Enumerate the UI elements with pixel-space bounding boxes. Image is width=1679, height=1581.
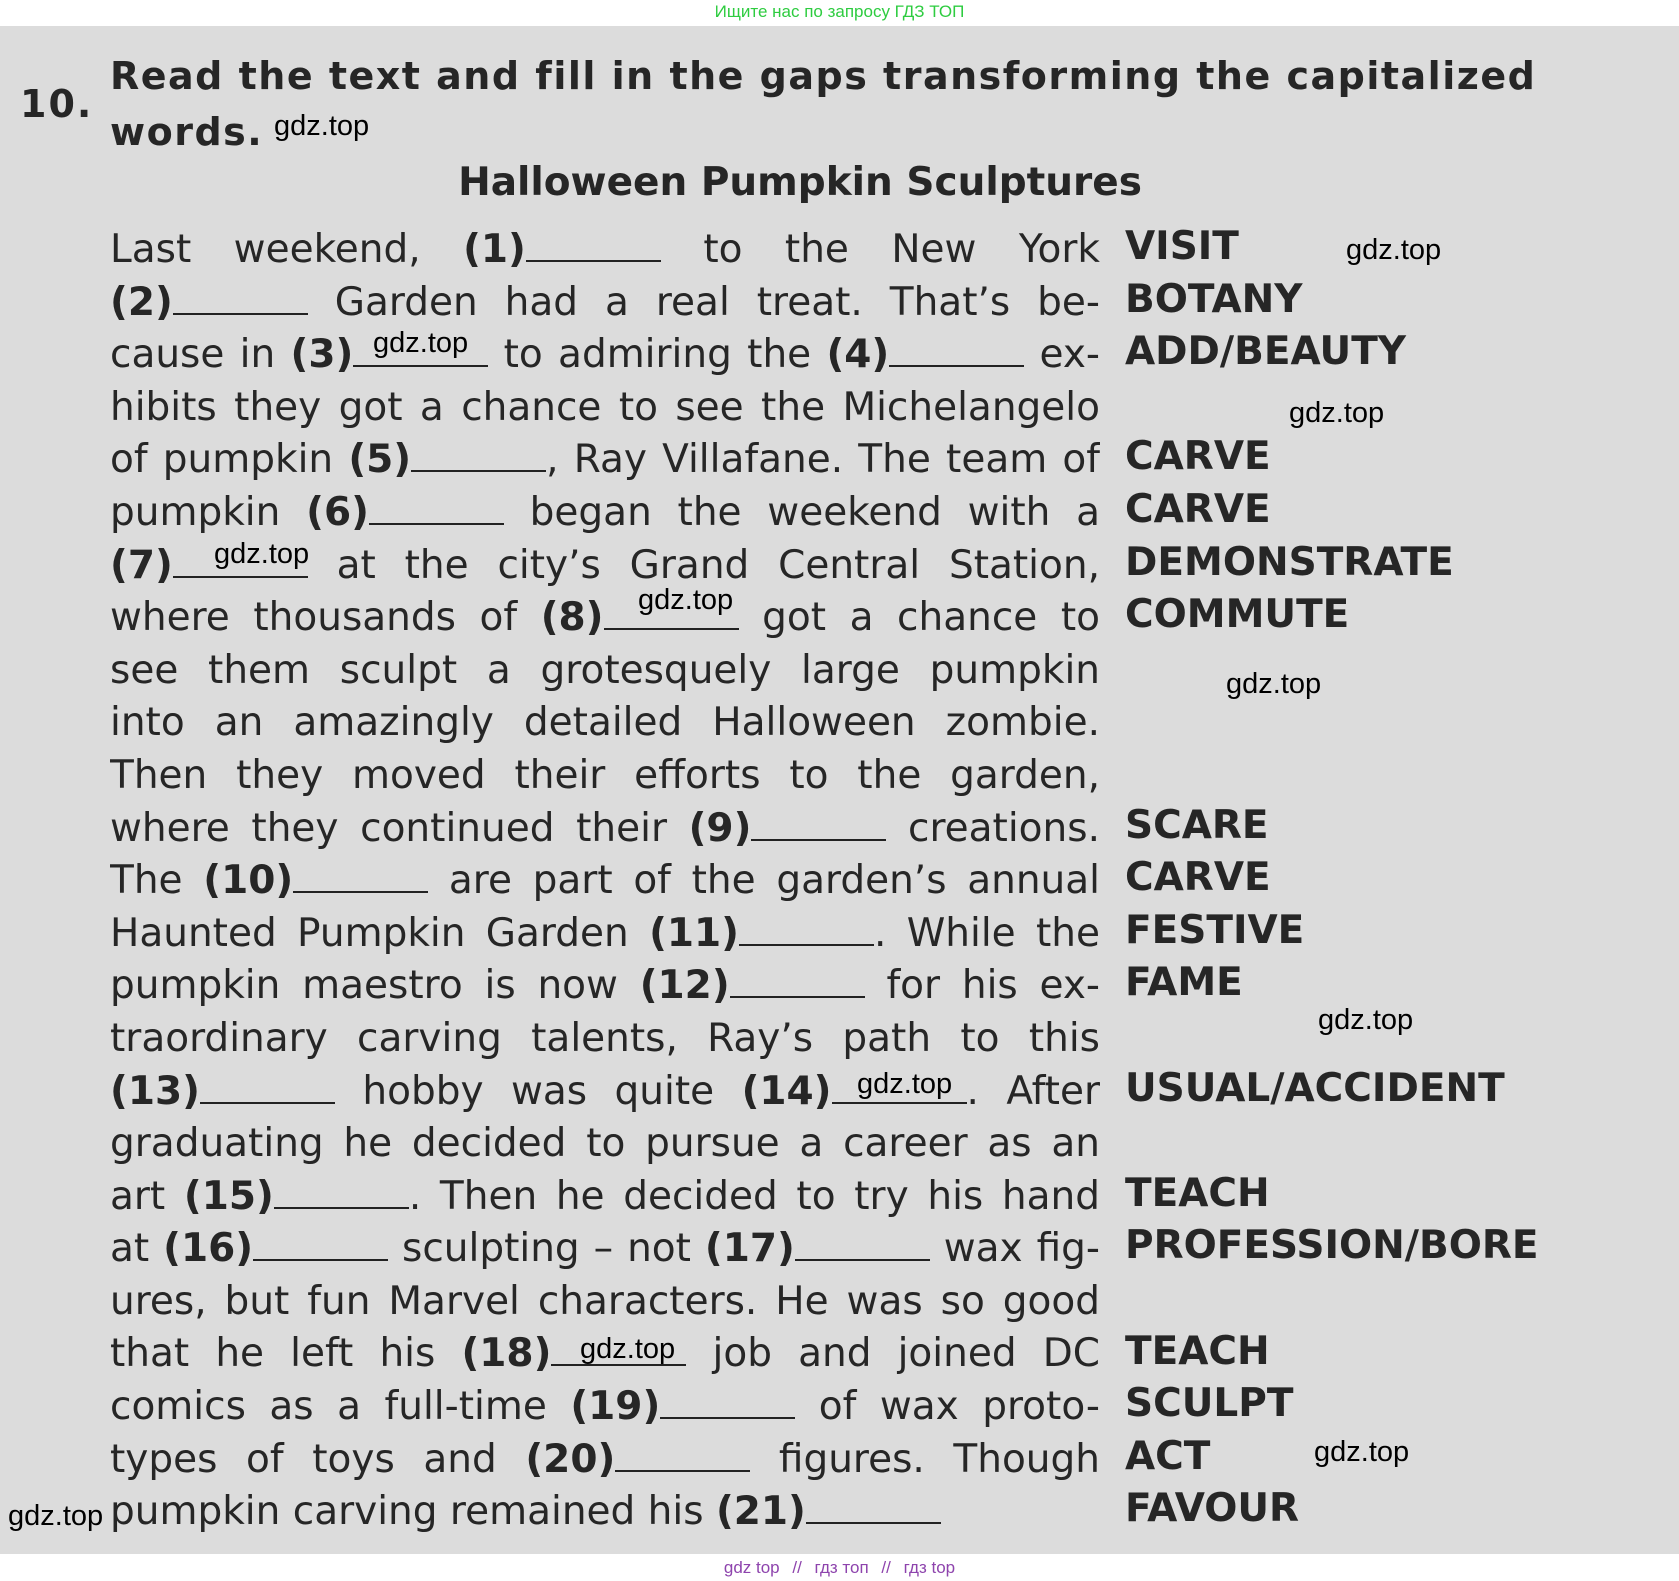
- gap-number: (5): [348, 437, 412, 483]
- text-fragment: pumpkin: [110, 489, 307, 535]
- gap-number: (21): [715, 1489, 806, 1535]
- text-fragment: ures, but fun Marvel characters. He was so good: [110, 1278, 1100, 1324]
- text-fragment: to the New York: [660, 227, 1100, 272]
- text-line: [110, 382, 1100, 435]
- text-line: [110, 750, 1100, 803]
- text-fragment: . After: [966, 1068, 1100, 1114]
- text-fragment: figures. Though: [750, 1436, 1100, 1482]
- text-line: [110, 960, 1100, 1013]
- text-fragment: job and joined DC: [686, 1331, 1100, 1377]
- base-word: CARVE: [1125, 487, 1271, 532]
- base-word: VISIT: [1125, 224, 1239, 269]
- text-fragment: into an amazingly detailed Halloween zombie.: [110, 700, 1100, 746]
- gap-blank[interactable]: [660, 1387, 795, 1419]
- exercise-number: 10.: [20, 82, 94, 126]
- text-line: [110, 908, 1100, 961]
- base-word: PROFESSION/BORE: [1125, 1223, 1539, 1269]
- gap-number: (16): [163, 1226, 254, 1272]
- text-line: [110, 1276, 1100, 1329]
- text-line: [110, 329, 1100, 382]
- watermark: gdz.top: [214, 538, 310, 570]
- text-fragment: where thousands of: [110, 595, 541, 641]
- base-word: SCULPT: [1125, 1381, 1294, 1427]
- watermark: gdz.top: [1289, 397, 1385, 429]
- gap-blank[interactable]: [274, 1177, 409, 1209]
- text-fragment: Then they moved their efforts to the garden,: [110, 752, 1100, 798]
- text-fragment: are part of the garden’s annual: [428, 858, 1100, 904]
- text-line: [110, 277, 1100, 330]
- gap-number: (8): [540, 595, 604, 641]
- text-line: [110, 645, 1100, 698]
- gap-blank[interactable]: [806, 1492, 941, 1524]
- text-line: [110, 434, 1100, 487]
- text-line: [110, 592, 1100, 645]
- base-word: FAVOUR: [1125, 1486, 1300, 1532]
- gap-blank[interactable]: [200, 1072, 335, 1104]
- text-fragment: that he left his: [110, 1331, 462, 1377]
- text-line: [110, 1118, 1100, 1171]
- text-line: [110, 1171, 1100, 1224]
- gap-number: (3): [290, 332, 354, 378]
- watermark: gdz.top: [1226, 668, 1322, 700]
- watermark: gdz.top: [580, 1333, 676, 1365]
- gap-number: (10): [203, 858, 294, 904]
- text-fragment: of pumpkin: [110, 437, 349, 483]
- gap-number: (7): [110, 542, 173, 588]
- watermark: gdz.top: [638, 584, 734, 616]
- text-fragment: Garden had a real treat. That’s be-: [307, 279, 1100, 325]
- text-fragment: to admiring the: [488, 332, 827, 378]
- base-word: ADD/BEAUTY: [1125, 329, 1407, 375]
- footer-link-1[interactable]: gdz top: [723, 1558, 780, 1577]
- gap-blank[interactable]: [751, 809, 886, 841]
- text-line: [110, 224, 1100, 277]
- footer-link-2[interactable]: гдз топ: [814, 1558, 869, 1577]
- text-fragment: . While the: [874, 910, 1100, 956]
- text-fragment: Last weekend,: [110, 227, 464, 272]
- gap-number: (1): [463, 227, 526, 272]
- top-banner[interactable]: Ищите нас по запросу ГДЗ ТОП: [714, 2, 965, 21]
- text-fragment: art: [110, 1173, 184, 1219]
- text-fragment: hibits they got a chance to see the Michelangelo: [110, 384, 1100, 430]
- text-fragment: sculpting – not: [388, 1226, 705, 1272]
- base-word: SCARE: [1125, 802, 1269, 848]
- gap-blank[interactable]: [739, 914, 874, 946]
- gap-number: (2): [110, 279, 173, 325]
- base-word: TEACH: [1125, 1170, 1270, 1216]
- watermark: gdz.top: [373, 327, 469, 359]
- text-fragment: where they continued their: [110, 805, 689, 851]
- gap-number: (20): [525, 1436, 616, 1482]
- base-word: CARVE: [1125, 434, 1271, 480]
- text-fragment: The: [110, 858, 204, 904]
- text-fragment: of wax proto-: [795, 1384, 1100, 1430]
- gap-blank[interactable]: [369, 493, 504, 525]
- gap-blank[interactable]: [730, 966, 865, 998]
- watermark: gdz.top: [857, 1068, 953, 1100]
- watermark: gdz.top: [274, 110, 370, 142]
- gap-blank[interactable]: [411, 440, 546, 472]
- gap-number: (19): [570, 1384, 661, 1430]
- gap-number: (9): [688, 805, 752, 851]
- text-line: [110, 697, 1100, 750]
- gap-blank[interactable]: [253, 1229, 388, 1261]
- text-fragment: hobby was quite: [334, 1068, 742, 1114]
- footer-link-3[interactable]: гдз top: [903, 1558, 956, 1577]
- gap-blank[interactable]: [293, 861, 428, 893]
- base-word: USUAL/ACCIDENT: [1125, 1065, 1505, 1111]
- gap-number: (17): [704, 1226, 795, 1272]
- text-line: [110, 803, 1100, 856]
- text-fragment: pumpkin carving remained his: [110, 1489, 716, 1535]
- footer-separator: //: [792, 1558, 802, 1577]
- watermark: gdz.top: [1314, 1436, 1410, 1468]
- gap-number: (14): [741, 1068, 832, 1114]
- watermark: gdz.top: [1318, 1004, 1414, 1036]
- text-fragment: for his ex-: [864, 963, 1100, 1009]
- base-word: BOTANY: [1125, 276, 1303, 322]
- text-fragment: graduating he decided to pursue a career as an: [110, 1121, 1100, 1167]
- text-fragment: began the weekend with a: [503, 489, 1100, 535]
- text-line: [110, 855, 1100, 908]
- text-fragment: pumpkin maestro is now: [110, 963, 640, 1009]
- text-fragment: at: [110, 1226, 164, 1272]
- text-fragment: cause in: [110, 332, 291, 378]
- base-word: FESTIVE: [1125, 907, 1305, 953]
- watermark: gdz.top: [1346, 234, 1442, 266]
- base-word: CARVE: [1125, 855, 1271, 901]
- text-fragment: wax fig-: [929, 1226, 1100, 1272]
- text-fragment: . Then he decided to try his hand: [408, 1173, 1100, 1219]
- gap-number: (6): [306, 489, 369, 535]
- base-word: ACT: [1125, 1433, 1211, 1479]
- text-fragment: Haunted Pumpkin Garden: [110, 910, 650, 956]
- text-line: [110, 487, 1100, 540]
- text-line: [110, 1013, 1100, 1066]
- base-word: TEACH: [1125, 1328, 1270, 1374]
- gap-blank[interactable]: [173, 283, 308, 315]
- base-word: COMMUTE: [1125, 592, 1350, 638]
- gap-number: (4): [826, 332, 890, 378]
- gap-blank[interactable]: [526, 230, 661, 262]
- bottom-banner[interactable]: [0, 1554, 1679, 1581]
- text-line: [110, 1486, 1100, 1539]
- text-fragment: traordinary carving talents, Ray’s path to this: [110, 1015, 1100, 1061]
- text-fragment: ex-: [1024, 332, 1100, 378]
- gap-number: (15): [183, 1173, 274, 1219]
- text-fragment: , Ray Villafane. The team of: [546, 437, 1100, 483]
- gap-number: (12): [639, 963, 730, 1009]
- gap-blank[interactable]: [615, 1440, 750, 1472]
- gap-blank[interactable]: [889, 335, 1024, 367]
- text-line: [110, 1223, 1100, 1276]
- text-fragment: at the city’s Grand Central Station,: [307, 542, 1100, 588]
- text-fragment: types of toys and: [110, 1436, 526, 1482]
- exercise-instruction: Read the text and fill in the gaps transforming the capitalized words.: [110, 54, 1537, 154]
- gap-blank[interactable]: [795, 1229, 930, 1261]
- text-line: [110, 1381, 1100, 1434]
- base-word: DEMONSTRATE: [1125, 539, 1454, 585]
- gap-number: (11): [649, 910, 739, 956]
- text-fragment: got a chance to: [738, 595, 1100, 641]
- text-fragment: comics as a full-time: [110, 1384, 571, 1430]
- text-line: [110, 1434, 1100, 1487]
- text-fragment: creations.: [886, 805, 1100, 851]
- footer-separator: //: [881, 1558, 891, 1577]
- watermark: gdz.top: [8, 1500, 104, 1532]
- base-word: FAME: [1125, 960, 1243, 1006]
- text-fragment: see them sculpt a grotesquely large pumpkin: [110, 647, 1100, 693]
- text-title: Halloween Pumpkin Sculptures: [458, 160, 1142, 205]
- gap-number: (18): [461, 1331, 552, 1377]
- gap-number: (13): [110, 1068, 200, 1114]
